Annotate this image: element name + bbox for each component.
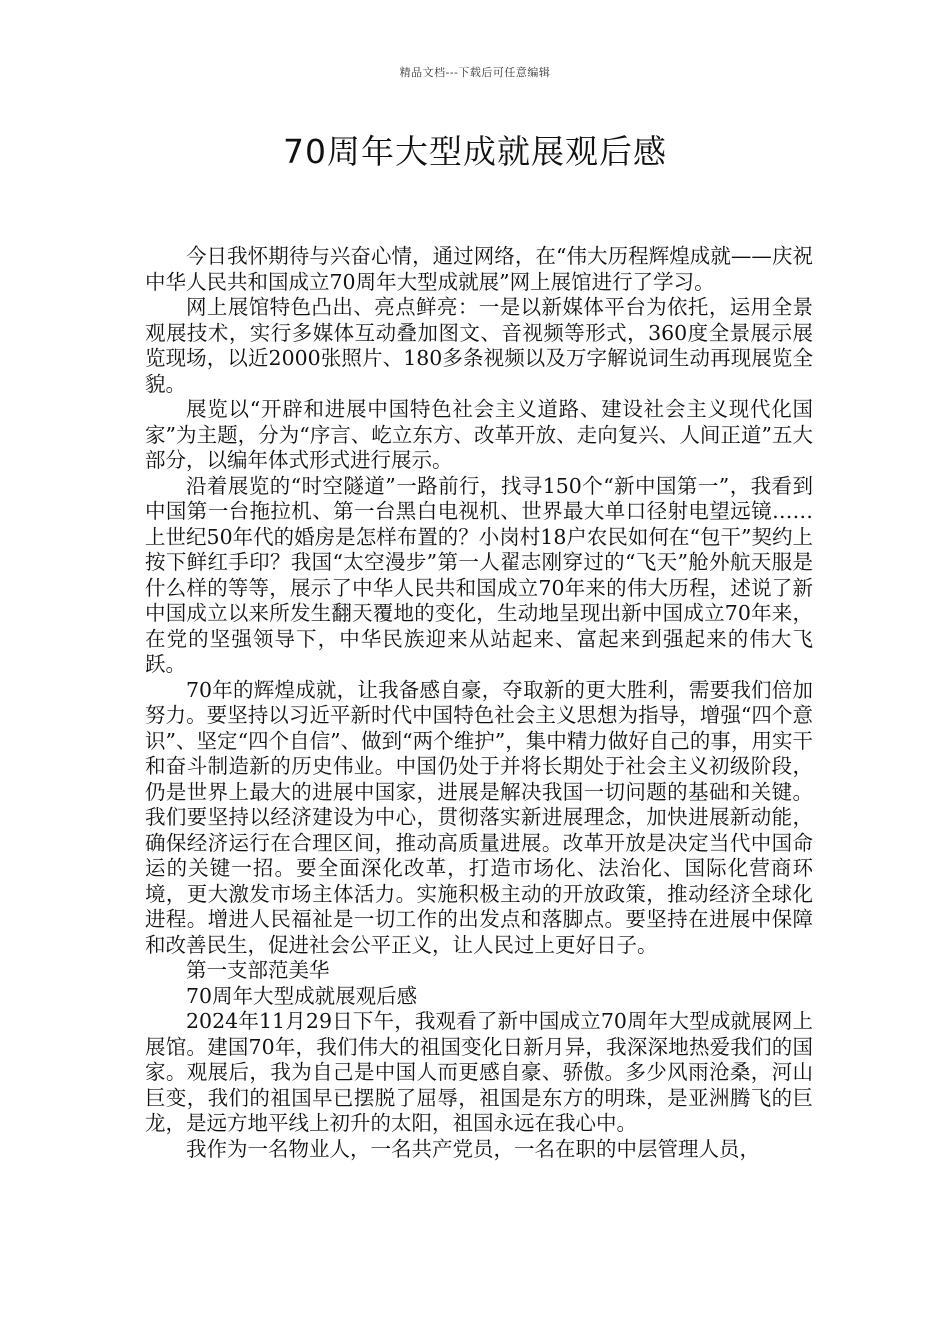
document-body	[145, 244, 813, 1162]
paragraph: 70年的辉煌成就，让我备感自豪，夺取新的更大胜利，需要我们倍加努力。要坚持以习近平新时代中国特色社会主义思想为指导，增强“四个意识”、坚定“四个自信”、做到“两个维护”，集中精力做好自己的事，用实干和奋斗制造新的历史伟业。中国仍处于并将长期处于社会主义初级阶段，仍是世界上最大的进展中国家，进展是解决我国一切问题的基础和关键。我们要坚持以经济建设为中心，贯彻落实新进展理念，加快进展新动能，确保经济运行在合理区间，推动高质量进展。改革开放是决定当代中国命运的关键一招。要全面深化改革，打造市场化、法治化、国际化营商环境，更大激发市场主体活力。实施积极主动的开放政策，推动经济全球化进程。增进人民福祉是一切工作的出发点和落脚点。要坚持在进展中保障和改善民生，促进社会公平正义，让人民过上更好日子。	[145, 677, 813, 957]
paragraph: 网上展馆特色凸出、亮点鲜亮：一是以新媒体平台为依托，运用全景观展技术，实行多媒体互动叠加图文、音视频等形式，360度全景展示展览现场，以近2000张照片、180多条视频以及万字解说词生动再现展览全貌。	[145, 295, 813, 396]
paragraph: 展览以“开辟和进展中国特色社会主义道路、建设社会主义现代化国家”为主题，分为“序言、屹立东方、改革开放、走向复兴、人间正道”五大部分，以编年体式形式进行展示。	[145, 397, 813, 472]
paragraph: 今日我怀期待与兴奋心情，通过网络，在“伟大历程辉煌成就——庆祝中华人民共和国成立70周年大型成就展”网上展馆进行了学习。	[145, 244, 813, 294]
second-title-line: 70周年大型成就展观后感	[186, 983, 418, 1008]
author-line: 第一支部范美华	[186, 958, 330, 982]
document-title: 70周年大型成就展观后感	[283, 132, 667, 171]
page-header: 精品文档---下载后可任意编辑	[399, 66, 551, 79]
paragraph: 2024年11月29日下午，我观看了新中国成立70周年大型成就展网上展馆。建国70年，我们伟大的祖国变化日新月异，我深深地热爱我们的国家。观展后，我为自己是中国人而更感自豪、骄傲。多少风雨沧桑，河山巨变，我们的祖国早已摆脱了屈辱，祖国是东方的明珠，是亚洲腾飞的巨龙，是远方地平线上初升的太阳，祖国永远在我心中。	[145, 1009, 813, 1135]
paragraph: 我作为一名物业人，一名共产党员，一名在职的中层管理人员，	[186, 1136, 760, 1161]
paragraph: 沿着展览的“时空隧道”一路前行，找寻150个“新中国第一”，我看到中国第一台拖拉机、第一台黑白电视机、世界最大单口径射电望远镜……上世纪50年代的婚房是怎样布置的？小岗村18户农民如何在“包干”契约上按下鲜红手印？我国“太空漫步”第一人翟志刚穿过的“飞天”舱外航天服是什么样的等等，展示了中华人民共和国成立70年来的伟大历程，述说了新中国成立以来所发生翻天覆地的变化，生动地呈现出新中国成立70年来，在党的坚强领导下，中华民族迎来从站起来、富起来到强起来的伟大飞跃。	[145, 473, 813, 676]
